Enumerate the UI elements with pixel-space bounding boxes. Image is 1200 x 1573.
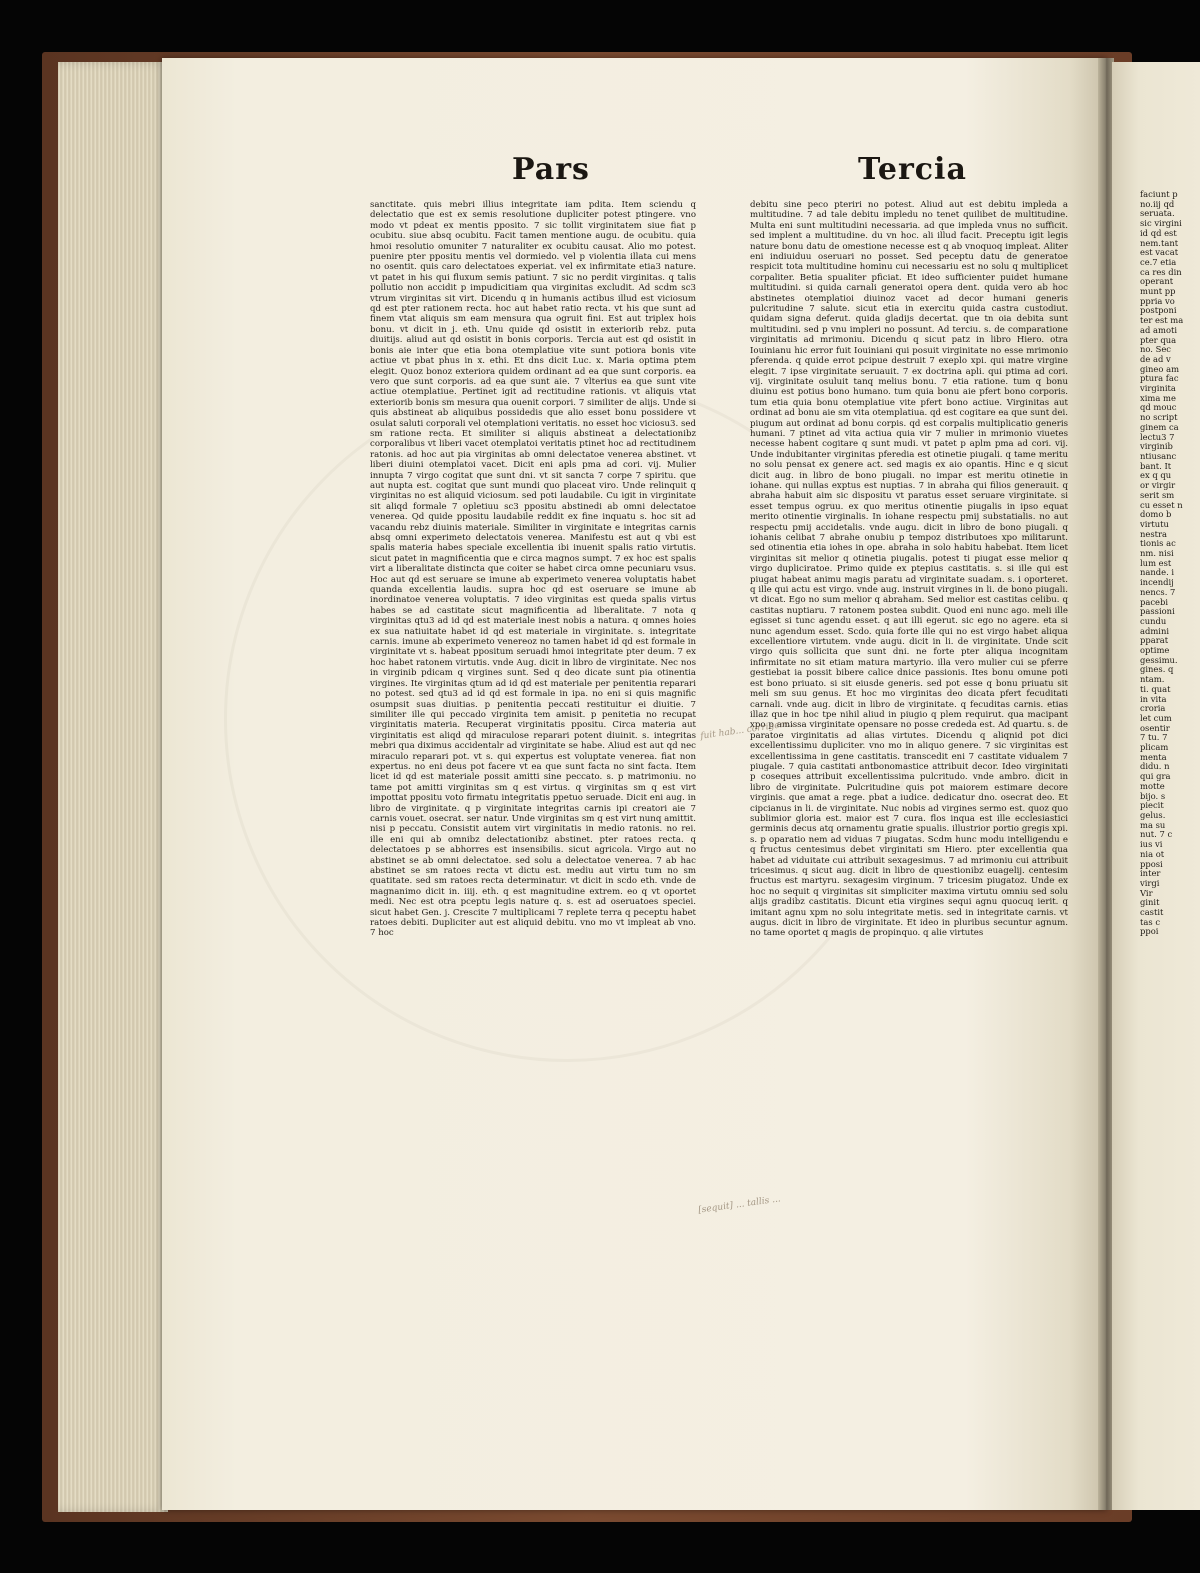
- column-text: sanctitate. quis mebri illius integritate iam pdita. Item sciendu q delectatio que est ex semis resolutione dupliciter potest ptingere. vno modo vt pdeat ex mentis pposito. 7 sic tollit virginitatem siue fiat p ocubitu. siue absq ocubitu. Facit tamen mentione augu. de ocubitu. quia hmoi resolutio omuniter 7 naturaliter ex ocubitu causat. Alio mo potest. puenire pter ppositu mentis vel dormiedo. vel p violentia illata cui mens no osentit. quis caro delectatoes experiat. vel ex infirmitate etia3 nature. vt patet in his qui fluxum semis patiunt. 7 sic no perdit virginitas. q talis pollutio non accidit p impudicitiam qua virginitas excludit. Ad scdm sc3 vtrum virginitas sit virt. Dicendu q in humanis actibus illud est viciosum qd est pter rationem recta. hoc aut habet ratio recta. vt his que sunt ad finem vtat aliquis sm eam mensura qua ogruit fini. Est aut triplex hois bonu. vt dicit in j. eth. Unu quide qd osistit in exteriorib rebz. puta diuitijs. aliud aut qd osistit in bonis corporis. Tercia aut est qd osistit in bonis aie inter que etia bona otemplatiue vite sunt potiora bonis vite actiue vt pbat phus in x. ethi. Et dns dicit Luc. x. Maria optima ptem elegit. Quoz bonoz exteriora quidem ordinant ad ea que sunt corporis. ea vero que sunt corporis. ad ea que sunt aie. 7 vlterius ea que sunt vite actiue otemplatiue. Pertinet igit ad rectitudine rationis. vt aliquis vtat exteriorib bonis sm mesura qua ouenit corpori. 7 similiter de alijs. Unde si quis abstineat ab aliquibus possidedis que alio esset bonu possidere vt osulat saluti corporali vel otemplationi veritatis. no esset hoc viciosu3. sed sm ratione recta. Et similiter si aliquis abstineat a delectationibz corporalibus vt liberi vacet otemplatoi veritatis ptinet hoc ad rectitudinem ratonis. ad hoc aut pia virginitas ab omni delectatoe venerea abstinet. vt liberi diuini otemplatoi vacet. Dicit eni apls pma ad cori. vij. Mulier innupta 7 virgo cogitat que sunt dni. vt sit sancta 7 corpe 7 spiritu. que aut nupta est. cogitat que sunt mundi quo placeat viro. Unde relinquit q virginitas no est aliquid viciosum. sed poti laudabile. Cu igit in virginitate sit aliqd formale 7 opletiuu sc3 ppositu abstinedi ab omni delectatoe venerea. Qd quide ppositu laudabile reddit ex fine inquatu s. hoc sit ad vacandu rebz diuinis materiale. Similiter in virginitate e integritas carnis absq omni experimeto delectatois venerea. Manifestu est aut q vbi est spalis materia habes speciale excellentia ibi inuenit spalis ratio virtutis. sicut patet in magnificentia que e circa magnos sumpt. 7 ex hoc est spalis virt a liberalitate distincta que coiter se habet circa omne pecuniaru vsus. Hoc aut qd est seruare se imune ab experimeto venerea voluptatis habet quanda excellentia laudis. supra hoc qd est oseruare se imune ab inordinatoe venerea voluptatis. 7 ideo virginitas est queda spalis virtus habes se ad castitate sicut magnificentia ad liberalitate. 7 nota q virginitas qtu3 ad id qd est materiale inest nobis a natura. q omnes hoies ex sua natiuitate habet id qd est materiale in virginitate. s. integritate carnis. imune ab experimeto venereoz no tamen habet id qd est formale in virginitate vt s. habeat ppositum seruadi hmoi integritate pter deum. 7 ex hoc habet ratonem virtutis. vnde Aug. dicit in libro de virginitate. Nec nos in virginib pdicam q virgines sunt. Sed q deo dicate sunt pia otinentia virgines. Ite virginitas qtum ad id qd est materiale per penitentia reparari no potest. sed qtu3 ad id qd est formale in ipa. no eni si quis magnific osumpsit suas diuitias. p penitentia peccati restituitur ei diuitie. 7 similiter ille qui peccado virginita tem amisit. p penitetia no recupat virginitatis materia. Recuperat virginitatis ppositu. Circa materia aut virginitatis est aliqd qd miraculose reparari potent diuinit. s. integritas mebri qua diximus accidentalr ad virginitate se habe. Aliud est aut qd nec miraculo reparari pot. vt s. qui expertus est voluptate venerea. fiat non expertus. no eni deus pot facere vt ea que sunt facta no sint facta. Item licet id qd est materiale possit amitti sine peccato. s. p matrimoniu. no tame pot amitti virginitas sm q est virtus. q virginitas sm q est virt impottat ppositu voto firmatu integritatis ppetuo seruade. Dicit eni aug. in libro de virginitate. q p virginitate integritas carnis ipi creatori aie 7 carnis vouet. osecrat. ser natur. Unde virginitas sm q est virt nunq amittit. nisi p peccatu. Consistit autem virt virginitatis in medio ratonis. no rei. ille eni qui ab omnibz delectationibz abstinet. pter ratoes recta. q delectatoes p se abhorres est insensibilis. sicut agricola. Virgo aut no abstinet se ab omni delectatoe. sed solu a delectatoe venerea. 7 ab hac abstinet se sm ratoes recta vt dictu est. mediu aut virtu tum no sm quatitate. sed sm ratoes recta determinatur. vt dicit in scdo eth. vnde de magnanimo dicit in. iiij. eth. q est magnitudine extrem. eo q vt oportet medi. Nec est otra pceptu legis nature q. s. est ad oseruatoes speciei. sicut habet Gen. j. Crescite 7 multiplicami 7 replete terra q peceptu habet ratoes debiti. Dupliciter aut est aliquid debitu. vno mo vt impleat ab vno. 7 hoc: [370, 200, 696, 939]
- running-head-left: Pars: [512, 152, 590, 187]
- text-column-right: [750, 200, 1068, 1282]
- handwritten-margin-note: fuit hab... corrigem...: [699, 718, 798, 742]
- page-edges: [58, 62, 168, 1512]
- text-column-recto-edge: faciunt p no.iij qd seruata. sic virgini id qd est nem.tant est vacat ce.7 etia ca res din operant munt pp ppria vo postponi ter est ma ad amoti pter qua no. Sec de ad v gineo am ptura fac virginita xima me qd mouc no script ginem ca lectu3 7 virginib ntiusanc bant. It ex q qu or virgir serit sm cu esset n domo b virtutu nestra tionis ac nm. nisi lum est nande. i incendij nencs. 7 pacebi passioni cundu admini pparat optime gessimu. gines. q ntam. ti. quat in vita croria let cum osentir 7 tu. 7 plicam menta didu. n qui gra motte bijo. s piecit gelus. ma su nut. 7 c ius vi nia ot pposi inter virgi Vir ginit castit tas c ppoi: [1140, 189, 1184, 937]
- running-head-right: Tercia: [858, 152, 967, 187]
- text-column-left: [370, 200, 696, 1280]
- handwritten-margin-note: [sequit] ... tallis ...: [697, 1194, 782, 1216]
- column-text: debitu sine peco pteriri no potest. Aliud aut est debitu impleda a multitudine. 7 ad tale debitu impledu no tenet quilibet de multitudine. Multa eni sunt multitudini necessaria. ad que impleda vnus no sufficit. sed implent a multitudine. du vn hoc. ali illud facit. Preceptu igit legis nature bonu datu de omestione necesse est q ab vnoquoq impleat. Aliter eni indiuiduu oseruari no posset. Sed peceptu datu de generatoe respicit tota multitudine hominu cui necessariu est no solu q multiplicet corpaliter. Betia spualiter pficiat. Et ideo sufficienter puidet humane multitudini. si quida carnali generatoi opera dent. quida vero ab hoc abstinetes otemplatioi diuinoz vacet ad decor humani generis pulcritudine 7 salute. sicut etia in exercitu quida castra custodiut. quidam signa deferut. quida gladijs decertat. que tn oia debita sunt multitudini. sed p vnu impleri no possunt. Ad terciu. s. de comparatione virginitatis ad mrimoniu. Dicendu q sicut patz in libro Hiero. otra Iouinianu hic error fuit Iouiniani qui posuit virginitate no esse mrimonio pferenda. q quide errot pcipue destruit 7 exeplo xpi. qui matre virgine elegit. 7 ipse virginitate seruauit. 7 ex doctrina apli. qui ptima ad cori. vij. virginitate osuluit tanq melius bonu. 7 etia ratione. tum q bonu diuinu est potius bono humano. tum quia bonu aie pfert bono corporis. tum etia quia bonu otemplatiue vite pfert bono actiue. Virginitas aut ordinat ad bonu aie sm vita otemplatiua. qd est cogitare ea que sunt dei. piugum aut ordinat ad bonu corpis. qd est corpalis multiplicatio generis humani. 7 ptinet ad vita actiua quia vir 7 mulier in mrimonio viuetes necesse habent cogitare q sunt mudi. vt patet p aplm pma ad cori. vij. Unde indubitanter virginitas pferedia est otinetie piugali. q tame meritu no solu pensat ex genere act. sed magis ex aio opantis. Hinc e q sicut dicit aug. in libro de bono piugali. no impar est meritu otinetie in iohane. qui nullas exptus est nuptias. 7 in abraha qui filios generauit. q abraha habuit aim sic dispositu vt paratus esset seruare virginitate. si esset tempus ogruu. ex quo meritus otinentie piugalis in ipso equat merito otinentie virginalis. In iohane respectu pmij substatialis. no aut respectu pmij accidetalis. vnde augu. dicit in libro de bono piugali. q iohanis celibat 7 abrahe onubiu p tempoz distributoes xpo militarunt. sed otinentia etia iohes in ope. abraha in solo habitu habebat. Item licet virginitas sit melior q otinetia piugalis. potest ti piugat esse melior q virgo dupliciratoe. Primo quide ex ptepius castitatis. s. si ille qui est piugat habeat animu magis paratu ad virginitate suadam. s. i oporteret. q ille qui actu est virgo. vnde aug. instruit virgines in li. de bono piugali. vt dicat. Ego no sum melior q abraham. Sed melior est castitas celibu. q castitas nuptiaru. 7 ratonem postea subdit. Quod eni nunc ago. meli ille egisset si tunc agendu esset. q aut illi egerut. sic ego no agere. eta si nunc agendum esset. Scdo. quia forte ille qui no est virgo habet aliqua excellentiore virtutem. vnde augu. dicit in li. de virginitate. Unde scit virgo quis sollicita que sunt dni. ne forte pter aliqua incognitam infirmitate no sit etiam matura martyrio. illa vero mulier cui se pferre gestiebat ia possit bibere calice dnice passionis. Ites bonu omune poti est bono priuato. si sit eiusde generis. sed pot esse q bonu priuatu sit meli sm suu genus. Et hoc mo virginitas deo dicata pfert fecuditati carnali. vnde aug. dicit in libro de virginitate. q fecuditas carnis. etias illaz que in hoc tpe nihil aliud in piugio q plem requirut. qua macipant xpo p amissa virginitate opensare no posse crededa est. Ad quartu. s. de paratoe virginitatis ad alias virtutes. Dicendu q aliqnid pot dici excellentissimu dupliciter. vno mo in aliquo genere. 7 sic virginitas est excellentissima in gene castitatis. transcedit eni 7 castitate vidualem 7 piugale. 7 quia castitati antbonomastice attribuit decor. Ideo virginitati p coseques attribuit excellentissima pulcritudo. vnde ambro. dicit in libro de virginitate. Pulcritudine quis pot maiorem estimare decore virginis. que amat a rege. pbat a iudice. dedicatur dno. osecrat deo. Et cipcianus in li. de virginitate. Nuc nobis ad virgines sermo est. quoz quo sublimior gloria est. maior est 7 cura. flos inqua est ille ecclesiastici germinis decus atq ornamentu gratie spualis. illustrior portio gregis xpi. s. p oparatio nem ad viduas 7 piugatas. Scdm hunc modu intelligendu e q fructus centesimus debet virginitati sm Hiero. pter excellentia qua habet ad viduitate cui attribuit sexagesimus. 7 ad mrimoniu cui attribuit tricesimus. q sicut aug. dicit in libro de questionibz euagelij. centesim fructus est martyru. sexagesim virginum. 7 tricesim piugatoz. Unde ex hoc no sequit q virginitas sit simpliciter maxima virtutu omniu sed solu alijs gradibz castitatis. Dicunt etia virgines sequi agnu quocuq ierit. q imitant agnu xpm no solu integritate metis. sed in integritate carnis. vt augus. dicit in libro de virginitate. Et ideo in pluribus secuntur agnum. no tame oportet q magis de propinquo. q alie virtutes: [750, 200, 1068, 939]
